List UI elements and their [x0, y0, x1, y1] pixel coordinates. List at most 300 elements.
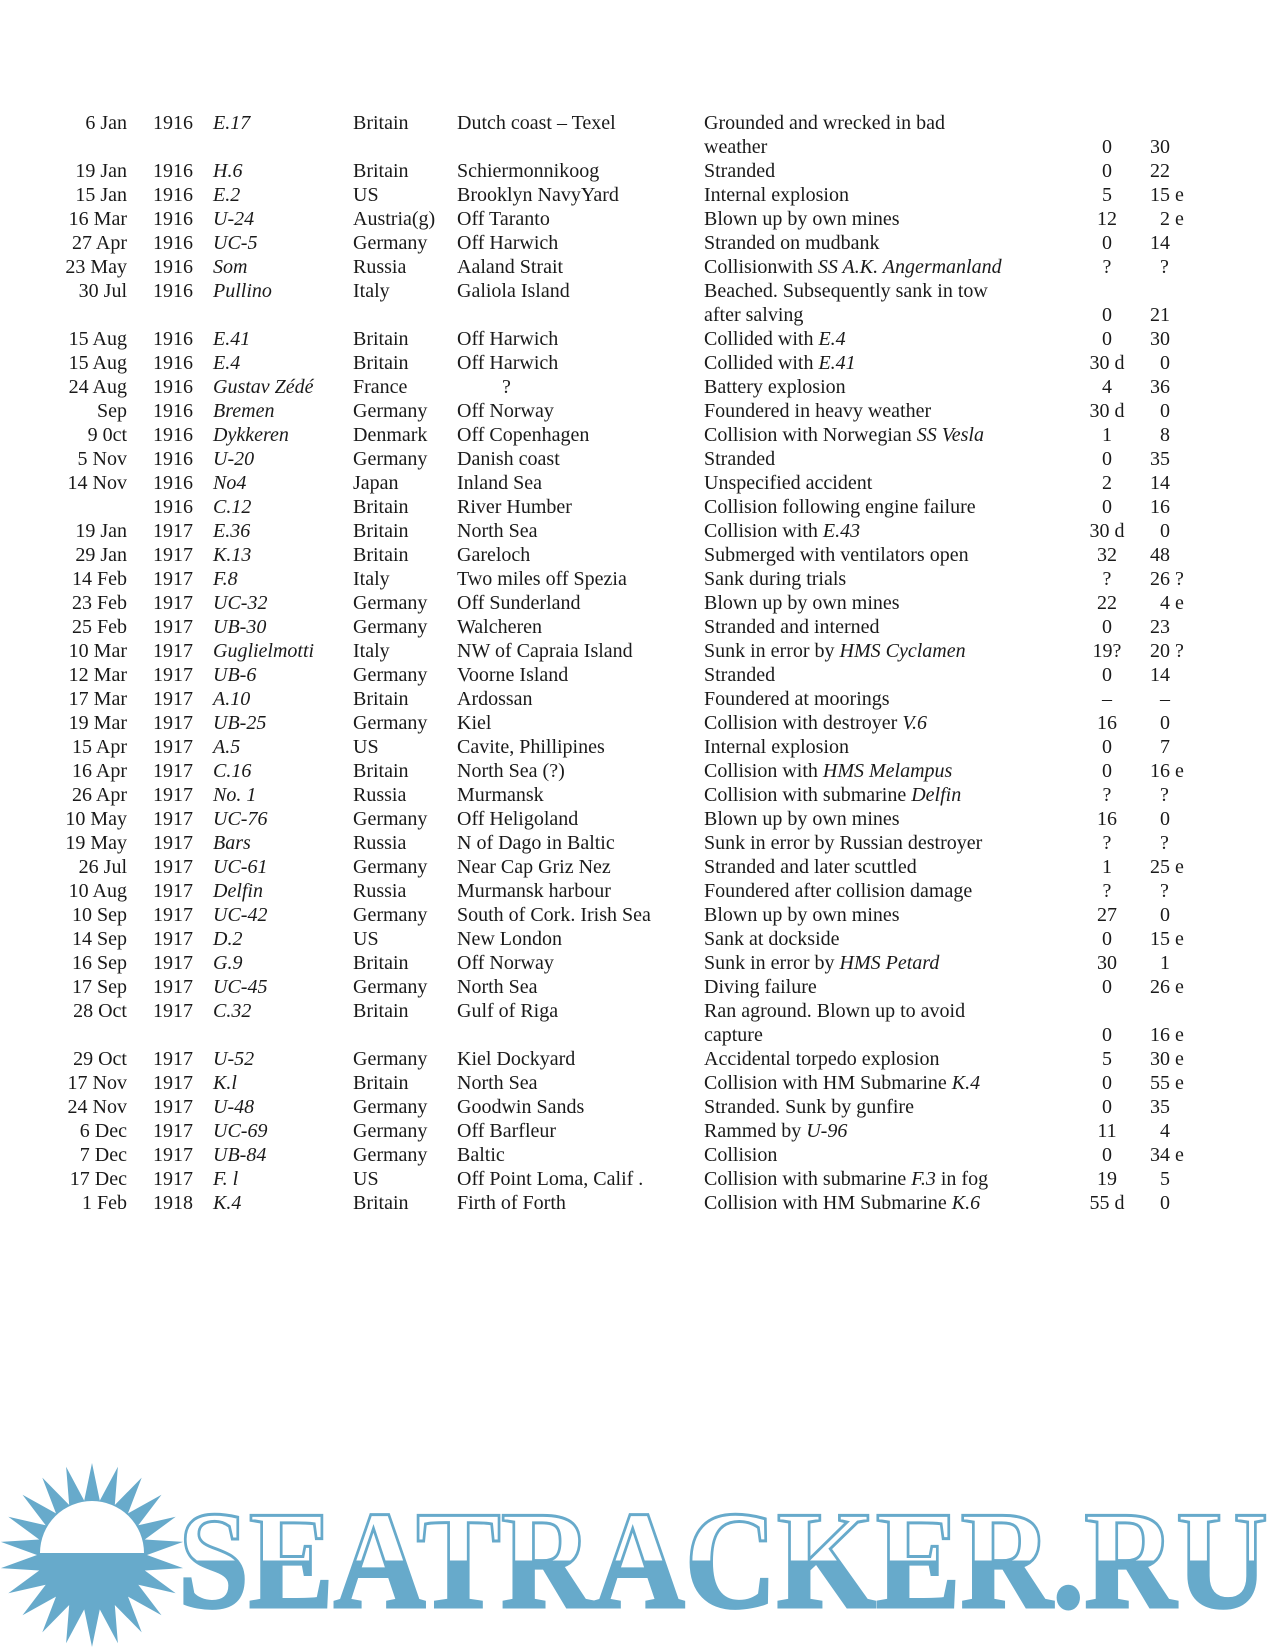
cause-vessel-name: HMS Cyclamen	[839, 640, 966, 662]
cell-date: 15 Apr	[72, 736, 127, 758]
cell-killed: 5	[1102, 1048, 1112, 1070]
cell-country: Italy	[353, 640, 390, 662]
cell-cause	[704, 1143, 777, 1167]
cell-name: Gustav Zédé	[213, 376, 314, 398]
cell-killed: 22	[1097, 592, 1117, 614]
cause-text: Collision with submarine	[704, 784, 912, 806]
cell-location: Baltic	[457, 1144, 505, 1166]
cell-name: C.12	[213, 496, 252, 518]
cause-text: Collision with	[704, 520, 823, 542]
cell-cause	[704, 927, 840, 951]
cell-name: UB-30	[213, 616, 267, 638]
cell-cause	[704, 999, 965, 1023]
cell-date: 17 Sep	[72, 976, 127, 998]
cell-killed: 16	[1097, 808, 1117, 830]
cell-date: Sep	[97, 400, 127, 422]
cell-country: Britain	[353, 760, 409, 782]
cell-cause	[704, 183, 849, 207]
cell-name: UB-25	[213, 712, 267, 734]
cell-country: France	[353, 376, 408, 398]
cell-date: 16 Apr	[72, 760, 127, 782]
cause-vessel-name: K.6	[951, 1192, 981, 1214]
cell-location: Off Harwich	[457, 352, 559, 374]
cell-killed: 0	[1102, 1024, 1112, 1046]
cell-killed: 0	[1102, 664, 1112, 686]
cause-text: Stranded and interned	[704, 616, 880, 638]
cell-country: US	[353, 184, 379, 206]
cell-cause-continued: weather	[704, 136, 768, 158]
cell-name: E.41	[213, 328, 251, 350]
logo-text: SEATRACKER.RU	[178, 1483, 1268, 1638]
cell-date: 23 Feb	[72, 592, 127, 614]
cell-survivors: 4 e	[1150, 592, 1184, 614]
cell-name: Som	[213, 256, 248, 278]
cell-name: U-52	[213, 1048, 255, 1070]
cell-survivors: 0	[1150, 1192, 1170, 1214]
cause-text: Rammed by	[704, 1120, 807, 1142]
cell-killed: 11	[1097, 1120, 1117, 1142]
cell-location: Firth of Forth	[457, 1192, 566, 1214]
cell-cause	[704, 711, 927, 735]
cell-survivors: 14	[1150, 664, 1170, 686]
cell-year: 1917	[153, 1168, 193, 1190]
cell-location: Goodwin Sands	[457, 1096, 585, 1118]
cell-cause	[704, 951, 939, 975]
cell-date: 28 Oct	[73, 1000, 127, 1022]
cell-survivors: 15 e	[1150, 928, 1184, 950]
cause-text: Collision with destroyer	[704, 712, 903, 734]
cell-survivors: 34 e	[1150, 1144, 1184, 1166]
cell-location: Brooklyn NavyYard	[457, 184, 619, 206]
cause-text: Stranded	[704, 664, 776, 686]
cell-name: UC-32	[213, 592, 268, 614]
cell-killed: 0	[1102, 232, 1112, 254]
cell-name: UC-76	[213, 808, 268, 830]
cell-location: Off Barfleur	[457, 1120, 557, 1142]
cell-country: Germany	[353, 232, 428, 254]
cell-name: Dykkeren	[213, 424, 289, 446]
cell-cause	[704, 543, 969, 567]
cell-killed: 0	[1102, 976, 1112, 998]
cause-text: Collided with	[704, 352, 819, 374]
cell-cause	[704, 807, 900, 831]
cell-survivors: 14	[1150, 232, 1170, 254]
cell-year: 1917	[153, 664, 193, 686]
cell-name: UB-6	[213, 664, 257, 686]
cell-year: 1917	[153, 856, 193, 878]
cell-country: Germany	[353, 1144, 428, 1166]
cause-text: Collision with Norwegian	[704, 424, 917, 446]
cell-year: 1917	[153, 712, 193, 734]
cell-name: K.13	[213, 544, 252, 566]
cell-country: Britain	[353, 520, 409, 542]
cell-killed: 1	[1102, 424, 1112, 446]
cell-survivors: 16 e	[1150, 760, 1184, 782]
cell-location: Voorne Island	[457, 664, 569, 686]
cell-survivors: 48	[1150, 544, 1170, 566]
cell-killed: 0	[1102, 448, 1112, 470]
cell-year: 1917	[153, 1048, 193, 1070]
cause-text: Foundered in heavy weather	[704, 400, 932, 422]
cell-killed: 0	[1102, 328, 1112, 350]
cell-survivors: 0	[1150, 520, 1170, 542]
cell-country: US	[353, 1168, 379, 1190]
cell-cause	[704, 735, 849, 759]
cause-text: Collision with HM Submarine	[704, 1192, 952, 1214]
cell-name: C.32	[213, 1000, 252, 1022]
cell-killed: 27	[1097, 904, 1117, 926]
cell-date: 6 Jan	[85, 112, 127, 134]
cell-location: ?	[457, 376, 511, 398]
cell-country: Germany	[353, 400, 428, 422]
cell-country: Germany	[353, 808, 428, 830]
cell-survivors: 7	[1150, 736, 1170, 758]
cell-country: Germany	[353, 664, 428, 686]
cell-name: E.2	[213, 184, 241, 206]
cell-country: Italy	[353, 280, 390, 302]
cell-year: 1917	[153, 688, 193, 710]
cell-location: River Humber	[457, 496, 572, 518]
cell-year: 1917	[153, 952, 193, 974]
cell-killed: 4	[1102, 376, 1112, 398]
cell-cause	[704, 1119, 847, 1143]
cell-killed: ?	[1102, 568, 1112, 590]
cell-year: 1917	[153, 568, 193, 590]
cell-cause	[704, 351, 856, 375]
cell-survivors: 5	[1150, 1168, 1170, 1190]
cell-year: 1916	[153, 496, 193, 518]
cell-location: Murmansk	[457, 784, 544, 806]
cell-location: Gareloch	[457, 544, 531, 566]
cell-year: 1917	[153, 736, 193, 758]
cell-country: Britain	[353, 688, 409, 710]
cell-country: Britain	[353, 160, 409, 182]
cell-killed: ?	[1102, 832, 1112, 854]
cell-cause	[704, 255, 1002, 279]
cell-killed: 32	[1097, 544, 1117, 566]
cell-name: UB-84	[213, 1144, 267, 1166]
cell-location: Gulf of Riga	[457, 1000, 559, 1022]
cell-location: Near Cap Griz Nez	[457, 856, 611, 878]
cell-location: Off Taranto	[457, 208, 550, 230]
cell-name: K.4	[213, 1192, 242, 1214]
cell-cause	[704, 1071, 980, 1095]
cause-text: Sunk in error by Russian destroyer	[704, 832, 983, 854]
cell-date: 15 Aug	[68, 352, 127, 374]
cell-date: 27 Apr	[72, 232, 127, 254]
cell-survivors: 23	[1150, 616, 1170, 638]
cell-country: Germany	[353, 904, 428, 926]
cell-location: Murmansk harbour	[457, 880, 611, 902]
cell-date: 19 Jan	[75, 160, 127, 182]
cell-date: 24 Aug	[68, 376, 127, 398]
cell-name: K.l	[213, 1072, 237, 1094]
cell-location: South of Cork. Irish Sea	[457, 904, 651, 926]
cell-name: F.8	[213, 568, 238, 590]
cell-date: 16 Mar	[68, 208, 127, 230]
cell-name: Bars	[213, 832, 251, 854]
cause-vessel-name: K.4	[951, 1072, 981, 1094]
cell-date: 10 Sep	[72, 904, 127, 926]
cell-location: N of Dago in Baltic	[457, 832, 615, 854]
cell-year: 1917	[153, 640, 193, 662]
cell-survivors: 14	[1150, 472, 1170, 494]
cause-text: Collided with	[704, 328, 819, 350]
cell-killed: 0	[1102, 1144, 1112, 1166]
cell-name: No. 1	[213, 784, 257, 806]
cell-date: 25 Feb	[72, 616, 127, 638]
cell-killed: 2	[1102, 472, 1112, 494]
cell-date: 19 Mar	[68, 712, 127, 734]
cell-killed: 5	[1102, 184, 1112, 206]
cell-location: NW of Capraia Island	[457, 640, 633, 662]
cell-year: 1917	[153, 784, 193, 806]
cell-country: Britain	[353, 352, 409, 374]
cell-year: 1916	[153, 160, 193, 182]
cell-year: 1917	[153, 1144, 193, 1166]
cell-year: 1916	[153, 472, 193, 494]
cause-text: Foundered after collision damage	[704, 880, 973, 902]
cell-cause	[704, 1191, 980, 1215]
cell-year: 1916	[153, 280, 193, 302]
cell-survivors: ?	[1150, 832, 1169, 854]
cell-survivors: 22	[1150, 160, 1170, 182]
cell-date: 15 Jan	[75, 184, 127, 206]
cell-year: 1916	[153, 328, 193, 350]
cell-survivors: 35	[1150, 1096, 1170, 1118]
cell-location: Galiola Island	[457, 280, 570, 302]
cell-survivors: 55 e	[1150, 1072, 1184, 1094]
cell-country: Russia	[353, 784, 407, 806]
cell-year: 1917	[153, 976, 193, 998]
cell-survivors: 26 e	[1150, 976, 1184, 998]
cell-name: H.6	[213, 160, 243, 182]
cell-country: Britain	[353, 544, 409, 566]
cell-cause	[704, 207, 900, 231]
cell-killed: 30 d	[1089, 400, 1125, 422]
cause-text: Stranded on mudbank	[704, 232, 880, 254]
cell-name: U-20	[213, 448, 255, 470]
cell-killed: 30 d	[1089, 520, 1125, 542]
cell-year: 1917	[153, 832, 193, 854]
cell-country: Russia	[353, 832, 407, 854]
cell-country: Germany	[353, 616, 428, 638]
cell-year: 1917	[153, 928, 193, 950]
cell-survivors: 16 e	[1150, 1024, 1184, 1046]
cell-cause	[704, 687, 890, 711]
cell-survivors: ?	[1150, 256, 1169, 278]
cause-text: Stranded	[704, 160, 776, 182]
cell-country: Britain	[353, 112, 409, 134]
cell-name: U-48	[213, 1096, 255, 1118]
cell-killed: ?	[1102, 784, 1112, 806]
cell-name: Bremen	[213, 400, 275, 422]
cell-location: Off Harwich	[457, 328, 559, 350]
cell-location: Off Sunderland	[457, 592, 581, 614]
cell-date: 19 May	[65, 832, 127, 854]
cell-country: Japan	[353, 472, 399, 494]
cause-vessel-name: HMS Melampus	[822, 760, 953, 782]
cell-country: Germany	[353, 592, 428, 614]
cell-killed: 0	[1102, 1096, 1112, 1118]
cell-location: New London	[457, 928, 562, 950]
cell-name: A.5	[213, 736, 241, 758]
cell-cause	[704, 903, 900, 927]
cell-year: 1916	[153, 184, 193, 206]
cause-text: Internal explosion	[704, 736, 849, 758]
cell-year: 1917	[153, 520, 193, 542]
cell-country: Germany	[353, 1120, 428, 1142]
cell-killed: –	[1102, 688, 1112, 710]
cell-year: 1917	[153, 1000, 193, 1022]
cell-date: 29 Jan	[75, 544, 127, 566]
cell-survivors: 20 ?	[1150, 640, 1184, 662]
cell-survivors: 4	[1150, 1120, 1170, 1142]
cell-country: Germany	[353, 448, 428, 470]
cell-location: North Sea	[457, 520, 538, 542]
cell-location: Off Harwich	[457, 232, 559, 254]
cell-year: 1917	[153, 808, 193, 830]
cause-text: Ran aground. Blown up to avoid	[704, 1000, 966, 1022]
cell-location: Dutch coast – Texel	[457, 112, 616, 134]
cause-text: Diving failure	[704, 976, 817, 998]
cell-killed: 0	[1102, 736, 1112, 758]
cell-cause	[704, 399, 931, 423]
cell-cause	[704, 567, 846, 591]
cause-text: Accidental torpedo explosion	[704, 1048, 940, 1070]
cell-name: UC-42	[213, 904, 268, 926]
cell-survivors: 21	[1150, 304, 1170, 326]
cell-killed: 0	[1102, 304, 1112, 326]
cause-text: Blown up by own mines	[704, 904, 900, 926]
cell-cause	[704, 639, 966, 663]
cause-text: Internal explosion	[704, 184, 849, 206]
cell-date: 26 Jul	[78, 856, 127, 878]
cell-country: US	[353, 928, 379, 950]
cell-killed: 0	[1102, 616, 1112, 638]
cell-cause	[704, 663, 775, 687]
cell-survivors: 15 e	[1150, 184, 1184, 206]
cell-killed: 0	[1102, 136, 1112, 158]
cell-cause	[704, 111, 945, 135]
cell-killed: ?	[1102, 256, 1112, 278]
cell-year: 1917	[153, 544, 193, 566]
cell-survivors: 0	[1150, 352, 1170, 374]
cause-vessel-name: V.6	[902, 712, 927, 734]
cell-date: 14 Nov	[67, 472, 127, 494]
cause-text: Collision following engine failure	[704, 496, 976, 518]
cell-killed: 12	[1097, 208, 1117, 230]
cause-text: Unspecified accident	[704, 472, 873, 494]
cell-year: 1917	[153, 1120, 193, 1142]
cell-date: 14 Sep	[72, 928, 127, 950]
cell-year: 1916	[153, 208, 193, 230]
cell-survivors: 30	[1150, 328, 1170, 350]
cell-country: Russia	[353, 880, 407, 902]
cause-text: Collision	[704, 1144, 778, 1166]
cell-survivors: 30 e	[1150, 1048, 1184, 1070]
cell-year: 1917	[153, 1072, 193, 1094]
cell-date: 12 Mar	[68, 664, 127, 686]
cell-date: 24 Nov	[67, 1096, 127, 1118]
cell-location: Cavite, Phillipines	[457, 736, 605, 758]
cell-date: 19 Jan	[75, 520, 127, 542]
cell-year: 1916	[153, 352, 193, 374]
cell-cause	[704, 495, 976, 519]
cell-name: G.9	[213, 952, 243, 974]
cell-date: 29 Oct	[73, 1048, 127, 1070]
cell-date: 17 Mar	[68, 688, 127, 710]
cell-name: UC-69	[213, 1120, 268, 1142]
cause-text: in fog	[935, 1168, 989, 1190]
cell-year: 1918	[153, 1192, 193, 1214]
cause-text: Sank during trials	[704, 568, 847, 590]
cell-killed: 0	[1102, 760, 1112, 782]
cell-location: Two miles off Spezia	[457, 568, 627, 590]
cell-date: 7 Dec	[79, 1144, 127, 1166]
cell-date: 6 Dec	[79, 1120, 127, 1142]
cause-text: Submerged with ventilators open	[704, 544, 969, 566]
cell-name: F. l	[213, 1168, 239, 1190]
cell-country: Denmark	[353, 424, 428, 446]
sun-icon	[1, 1463, 183, 1647]
cell-survivors: 2 e	[1150, 208, 1184, 230]
cell-date: 16 Sep	[72, 952, 127, 974]
cell-survivors: –	[1150, 688, 1170, 710]
cause-text: Grounded and wrecked in bad	[704, 112, 946, 134]
cell-name: UC-45	[213, 976, 268, 998]
cell-country: Germany	[353, 1048, 428, 1070]
cell-cause	[704, 423, 984, 447]
cell-location: Off Point Loma, Calif .	[457, 1168, 644, 1190]
cell-name: Pullino	[213, 280, 272, 302]
cell-date: 14 Feb	[72, 568, 127, 590]
cause-text: Blown up by own mines	[704, 592, 900, 614]
cause-vessel-name: Delfin	[911, 784, 962, 806]
cell-killed: 19	[1097, 1168, 1117, 1190]
cell-cause	[704, 231, 880, 255]
cell-name: E.36	[213, 520, 251, 542]
cell-survivors: 0	[1150, 712, 1170, 734]
cell-location: North Sea	[457, 976, 538, 998]
cell-cause	[704, 759, 952, 783]
cell-survivors: 0	[1150, 400, 1170, 422]
cause-text: Sunk in error by	[704, 640, 840, 662]
cell-country: Germany	[353, 712, 428, 734]
cell-survivors: ?	[1150, 880, 1169, 902]
cell-country: Britain	[353, 1072, 409, 1094]
cell-location: Ardossan	[457, 688, 533, 710]
cell-year: 1916	[153, 256, 193, 278]
seatracker-logo	[0, 1450, 1275, 1650]
cell-country: Britain	[353, 1192, 409, 1214]
cell-date: 30 Jul	[78, 280, 127, 302]
cell-name: Delfin	[213, 880, 263, 902]
cell-survivors: 0	[1150, 904, 1170, 926]
cell-year: 1917	[153, 616, 193, 638]
cell-location: Off Copenhagen	[457, 424, 590, 446]
cell-year: 1916	[153, 112, 193, 134]
cause-text: Battery explosion	[704, 376, 846, 398]
cell-killed: 55 d	[1089, 1192, 1125, 1214]
cell-date: 5 Nov	[77, 448, 127, 470]
cell-survivors: 26 ?	[1150, 568, 1184, 590]
cell-date: 10 Mar	[68, 640, 127, 662]
cell-location: Aaland Strait	[457, 256, 564, 278]
cell-name: U-24	[213, 208, 255, 230]
cell-killed: 0	[1102, 928, 1112, 950]
cause-text: Stranded. Sunk by gunfire	[704, 1096, 914, 1118]
